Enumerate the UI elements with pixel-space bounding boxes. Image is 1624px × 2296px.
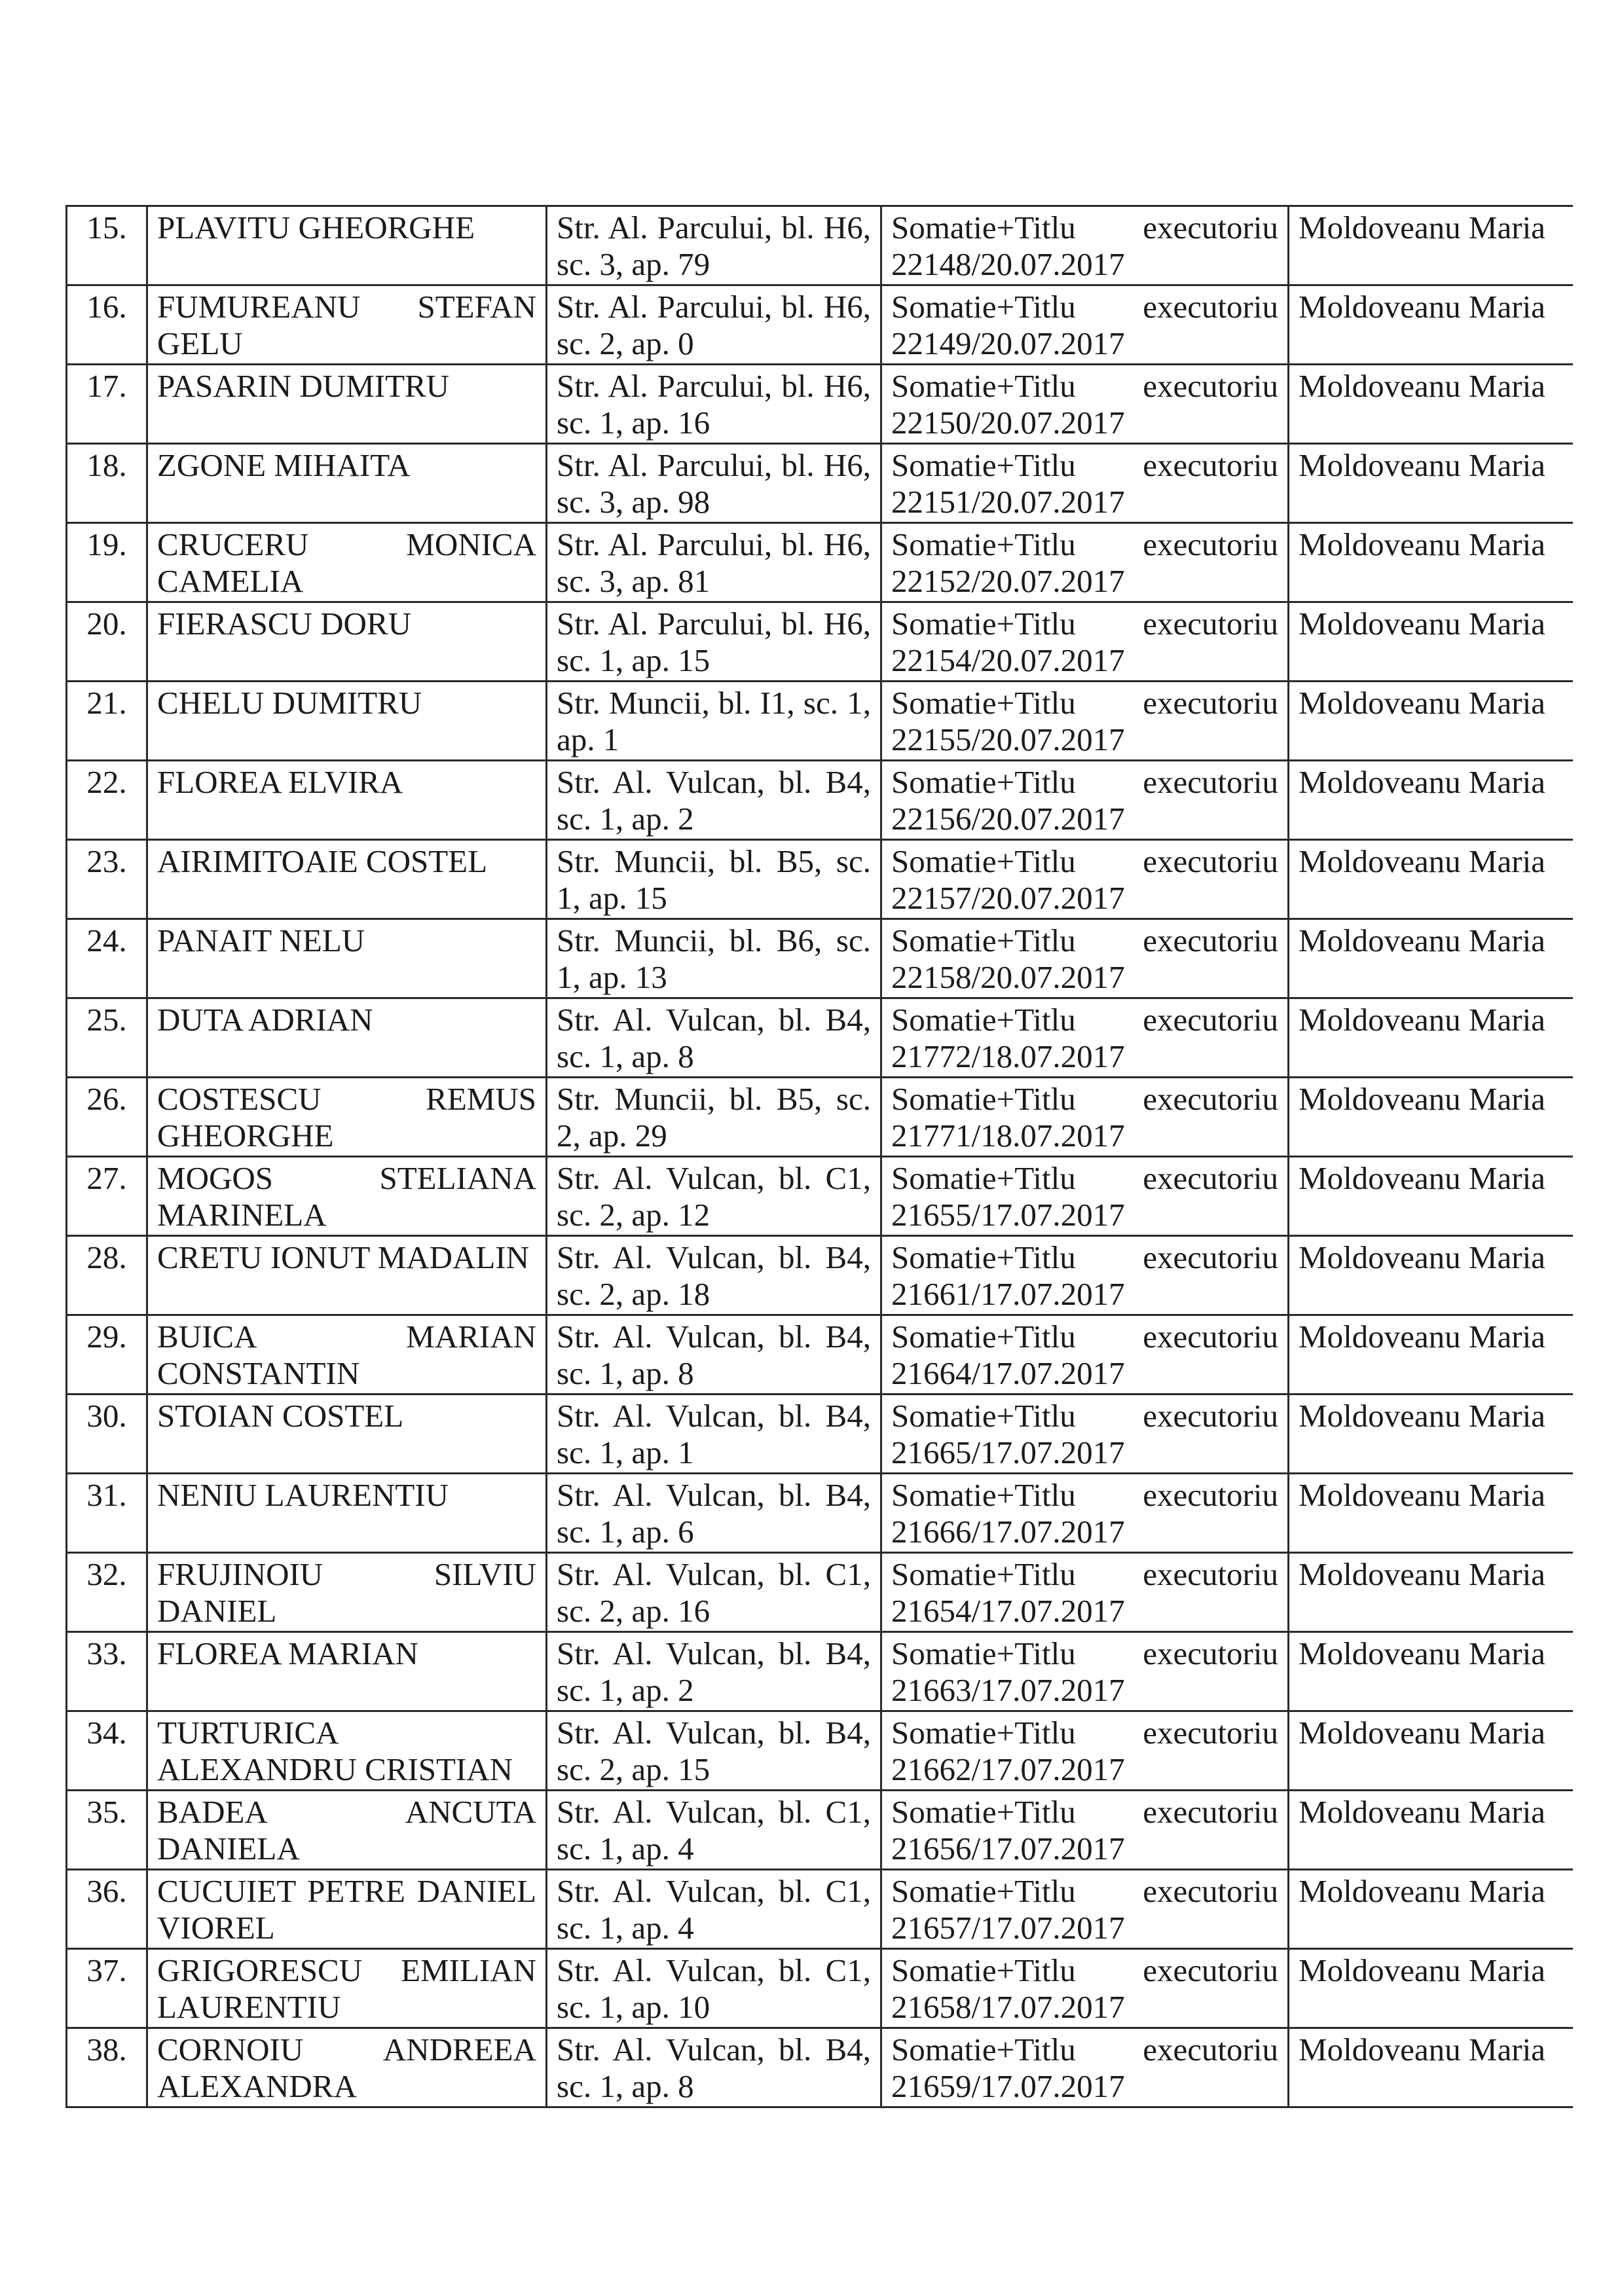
table-row [67, 1791, 1573, 1870]
debtor-name: GRIGORESCU EMILIAN LAURENTIU [147, 1949, 547, 2028]
document-reference: Somatie+Titlu executoriu 21664/17.07.2017 [881, 1315, 1289, 1394]
table-row [67, 365, 1573, 444]
document-reference: Somatie+Titlu executoriu 21771/18.07.2017 [881, 1078, 1289, 1157]
debtor-address: Str. Al. Vulcan, bl. B4, sc. 1, ap. 1 [547, 1394, 881, 1474]
records-table [65, 205, 1573, 2108]
debtor-name: FLOREA ELVIRA [147, 761, 547, 840]
document-reference: Somatie+Titlu executoriu 21661/17.07.2017 [881, 1236, 1289, 1315]
responsible-officer: Moldoveanu Maria [1289, 602, 1573, 682]
row-number: 27. [67, 1157, 147, 1236]
responsible-officer: Moldoveanu Maria [1289, 285, 1573, 365]
debtor-address: Str. Muncii, bl. I1, sc. 1, ap. 1 [547, 682, 881, 761]
responsible-officer: Moldoveanu Maria [1289, 1632, 1573, 1711]
table-row [67, 682, 1573, 761]
responsible-officer: Moldoveanu Maria [1289, 998, 1573, 1078]
responsible-officer: Moldoveanu Maria [1289, 1553, 1573, 1632]
responsible-officer: Moldoveanu Maria [1289, 840, 1573, 919]
document-reference: Somatie+Titlu executoriu 22152/20.07.2017 [881, 523, 1289, 602]
responsible-officer: Moldoveanu Maria [1289, 2028, 1573, 2107]
records-table-body [67, 206, 1573, 2107]
responsible-officer: Moldoveanu Maria [1289, 1315, 1573, 1394]
document-reference: Somatie+Titlu executoriu 22154/20.07.2017 [881, 602, 1289, 682]
document-reference: Somatie+Titlu executoriu 22155/20.07.2017 [881, 682, 1289, 761]
debtor-address: Str. Muncii, bl. B5, sc. 2, ap. 29 [547, 1078, 881, 1157]
debtor-name: CRUCERU MONICA CAMELIA [147, 523, 547, 602]
row-number: 15. [67, 206, 147, 285]
row-number: 22. [67, 761, 147, 840]
debtor-name: PANAIT NELU [147, 919, 547, 998]
debtor-address: Str. Muncii, bl. B5, sc. 1, ap. 15 [547, 840, 881, 919]
debtor-name: MOGOS STELIANA MARINELA [147, 1157, 547, 1236]
row-number: 29. [67, 1315, 147, 1394]
row-number: 31. [67, 1474, 147, 1553]
table-row [67, 285, 1573, 365]
debtor-address: Str. Al. Vulcan, bl. C1, sc. 1, ap. 4 [547, 1791, 881, 1870]
debtor-address: Str. Al. Vulcan, bl. C1, sc. 2, ap. 12 [547, 1157, 881, 1236]
row-number: 24. [67, 919, 147, 998]
debtor-name: AIRIMITOAIE COSTEL [147, 840, 547, 919]
document-reference: Somatie+Titlu executoriu 21657/17.07.2017 [881, 1870, 1289, 1949]
table-row [67, 1949, 1573, 2028]
debtor-address: Str. Al. Vulcan, bl. C1, sc. 1, ap. 4 [547, 1870, 881, 1949]
responsible-officer: Moldoveanu Maria [1289, 1474, 1573, 1553]
row-number: 33. [67, 1632, 147, 1711]
row-number: 26. [67, 1078, 147, 1157]
table-row [67, 1474, 1573, 1553]
responsible-officer: Moldoveanu Maria [1289, 523, 1573, 602]
debtor-address: Str. Al. Parcului, bl. H6, sc. 3, ap. 79 [547, 206, 881, 285]
debtor-address: Str. Al. Parcului, bl. H6, sc. 3, ap. 98 [547, 444, 881, 523]
document-reference: Somatie+Titlu executoriu 22148/20.07.2017 [881, 206, 1289, 285]
responsible-officer: Moldoveanu Maria [1289, 1157, 1573, 1236]
document-reference: Somatie+Titlu executoriu 22156/20.07.2017 [881, 761, 1289, 840]
debtor-address: Str. Al. Vulcan, bl. B4, sc. 1, ap. 6 [547, 1474, 881, 1553]
table-row [67, 1315, 1573, 1394]
responsible-officer: Moldoveanu Maria [1289, 682, 1573, 761]
debtor-name: ZGONE MIHAITA [147, 444, 547, 523]
table-row [67, 1394, 1573, 1474]
table-row [67, 523, 1573, 602]
row-number: 38. [67, 2028, 147, 2107]
document-reference: Somatie+Titlu executoriu 21658/17.07.2017 [881, 1949, 1289, 2028]
responsible-officer: Moldoveanu Maria [1289, 1711, 1573, 1791]
responsible-officer: Moldoveanu Maria [1289, 444, 1573, 523]
debtor-name: CHELU DUMITRU [147, 682, 547, 761]
document-reference: Somatie+Titlu executoriu 21655/17.07.2017 [881, 1157, 1289, 1236]
debtor-address: Str. Muncii, bl. B6, sc. 1, ap. 13 [547, 919, 881, 998]
document-reference: Somatie+Titlu executoriu 21663/17.07.2017 [881, 1632, 1289, 1711]
document-reference: Somatie+Titlu executoriu 22157/20.07.2017 [881, 840, 1289, 919]
document-reference: Somatie+Titlu executoriu 21772/18.07.2017 [881, 998, 1289, 1078]
document-reference: Somatie+Titlu executoriu 21656/17.07.2017 [881, 1791, 1289, 1870]
responsible-officer: Moldoveanu Maria [1289, 1236, 1573, 1315]
table-row [67, 1236, 1573, 1315]
row-number: 35. [67, 1791, 147, 1870]
responsible-officer: Moldoveanu Maria [1289, 1078, 1573, 1157]
table-row [67, 1078, 1573, 1157]
debtor-address: Str. Al. Vulcan, bl. B4, sc. 1, ap. 2 [547, 761, 881, 840]
responsible-officer: Moldoveanu Maria [1289, 1394, 1573, 1474]
debtor-name: PASARIN DUMITRU [147, 365, 547, 444]
debtor-name: FUMUREANU STEFAN GELU [147, 285, 547, 365]
responsible-officer: Moldoveanu Maria [1289, 365, 1573, 444]
debtor-name: CRETU IONUT MADALIN [147, 1236, 547, 1315]
debtor-name: STOIAN COSTEL [147, 1394, 547, 1474]
responsible-officer: Moldoveanu Maria [1289, 1791, 1573, 1870]
row-number: 18. [67, 444, 147, 523]
responsible-officer: Moldoveanu Maria [1289, 1870, 1573, 1949]
debtor-address: Str. Al. Vulcan, bl. B4, sc. 1, ap. 8 [547, 2028, 881, 2107]
responsible-officer: Moldoveanu Maria [1289, 919, 1573, 998]
row-number: 25. [67, 998, 147, 1078]
debtor-name: FIERASCU DORU [147, 602, 547, 682]
debtor-name: FLOREA MARIAN [147, 1632, 547, 1711]
debtor-address: Str. Al. Vulcan, bl. C1, sc. 2, ap. 16 [547, 1553, 881, 1632]
document-reference: Somatie+Titlu executoriu 22151/20.07.2017 [881, 444, 1289, 523]
row-number: 16. [67, 285, 147, 365]
document-reference: Somatie+Titlu executoriu 21666/17.07.2017 [881, 1474, 1289, 1553]
table-row [67, 2028, 1573, 2107]
debtor-address: Str. Al. Vulcan, bl. B4, sc. 2, ap. 18 [547, 1236, 881, 1315]
table-row [67, 206, 1573, 285]
debtor-name: NENIU LAURENTIU [147, 1474, 547, 1553]
table-row [67, 919, 1573, 998]
table-row [67, 1711, 1573, 1791]
debtor-address: Str. Al. Parcului, bl. H6, sc. 2, ap. 0 [547, 285, 881, 365]
document-reference: Somatie+Titlu executoriu 21665/17.07.2017 [881, 1394, 1289, 1474]
table-row [67, 840, 1573, 919]
debtor-address: Str. Al. Vulcan, bl. B4, sc. 2, ap. 15 [547, 1711, 881, 1791]
responsible-officer: Moldoveanu Maria [1289, 1949, 1573, 2028]
table-row [67, 1553, 1573, 1632]
table-row [67, 602, 1573, 682]
debtor-address: Str. Al. Parcului, bl. H6, sc. 3, ap. 81 [547, 523, 881, 602]
table-row [67, 1632, 1573, 1711]
debtor-name: COSTESCU REMUS GHEORGHE [147, 1078, 547, 1157]
responsible-officer: Moldoveanu Maria [1289, 761, 1573, 840]
debtor-address: Str. Al. Vulcan, bl. B4, sc. 1, ap. 8 [547, 1315, 881, 1394]
debtor-address: Str. Al. Vulcan, bl. B4, sc. 1, ap. 2 [547, 1632, 881, 1711]
row-number: 37. [67, 1949, 147, 2028]
document-reference: Somatie+Titlu executoriu 21659/17.07.2017 [881, 2028, 1289, 2107]
table-row [67, 998, 1573, 1078]
debtor-name: CORNOIU ANDREEA ALEXANDRA [147, 2028, 547, 2107]
debtor-name: DUTA ADRIAN [147, 998, 547, 1078]
table-row [67, 761, 1573, 840]
row-number: 17. [67, 365, 147, 444]
debtor-address: Str. Al. Parcului, bl. H6, sc. 1, ap. 15 [547, 602, 881, 682]
row-number: 32. [67, 1553, 147, 1632]
debtor-name: PLAVITU GHEORGHE [147, 206, 547, 285]
table-row [67, 444, 1573, 523]
responsible-officer: Moldoveanu Maria [1289, 206, 1573, 285]
row-number: 36. [67, 1870, 147, 1949]
row-number: 30. [67, 1394, 147, 1474]
debtor-address: Str. Al. Parcului, bl. H6, sc. 1, ap. 16 [547, 365, 881, 444]
document-reference: Somatie+Titlu executoriu 22149/20.07.2017 [881, 285, 1289, 365]
debtor-name: FRUJINOIU SILVIU DANIEL [147, 1553, 547, 1632]
debtor-address: Str. Al. Vulcan, bl. C1, sc. 1, ap. 10 [547, 1949, 881, 2028]
row-number: 23. [67, 840, 147, 919]
debtor-name: TURTURICA ALEXANDRU CRISTIAN [147, 1711, 547, 1791]
document-reference: Somatie+Titlu executoriu 22150/20.07.2017 [881, 365, 1289, 444]
document-reference: Somatie+Titlu executoriu 22158/20.07.2017 [881, 919, 1289, 998]
debtor-name: BUICA MARIAN CONSTANTIN [147, 1315, 547, 1394]
document-reference: Somatie+Titlu executoriu 21662/17.07.2017 [881, 1711, 1289, 1791]
debtor-name: CUCUIET PETRE DANIEL VIOREL [147, 1870, 547, 1949]
debtor-name: BADEA ANCUTA DANIELA [147, 1791, 547, 1870]
document-reference: Somatie+Titlu executoriu 21654/17.07.2017 [881, 1553, 1289, 1632]
row-number: 28. [67, 1236, 147, 1315]
debtor-address: Str. Al. Vulcan, bl. B4, sc. 1, ap. 8 [547, 998, 881, 1078]
table-row [67, 1157, 1573, 1236]
row-number: 34. [67, 1711, 147, 1791]
row-number: 20. [67, 602, 147, 682]
row-number: 19. [67, 523, 147, 602]
table-row [67, 1870, 1573, 1949]
row-number: 21. [67, 682, 147, 761]
